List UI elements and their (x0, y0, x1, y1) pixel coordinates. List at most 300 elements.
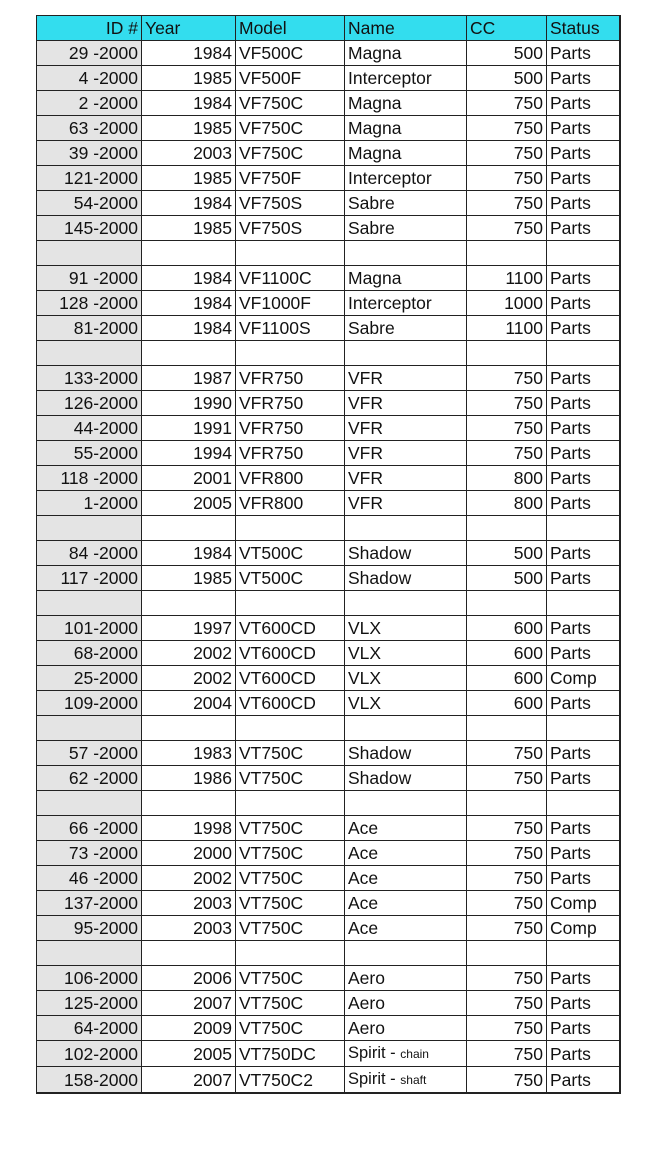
cell-year[interactable]: 1984 (142, 41, 236, 66)
cell-name[interactable]: VLX (345, 691, 467, 716)
cell-model[interactable]: VFR750 (236, 391, 345, 416)
cell-model[interactable] (236, 591, 345, 616)
table-row (37, 1016, 620, 1041)
cell-cc[interactable]: 600 (467, 691, 547, 716)
table-row-blank (37, 941, 620, 966)
header-id[interactable]: ID # (37, 16, 142, 41)
cell-id[interactable]: 106-2000 (37, 966, 142, 991)
cell-year[interactable]: 1998 (142, 816, 236, 841)
cell-id[interactable]: 137-2000 (37, 891, 142, 916)
cell-name[interactable]: Interceptor (345, 166, 467, 191)
cell-cc[interactable]: 800 (467, 466, 547, 491)
cell-year[interactable]: 1983 (142, 741, 236, 766)
cell-cc[interactable]: 600 (467, 616, 547, 641)
cell-status[interactable]: Parts (547, 291, 620, 316)
cell-name-note: shaft (400, 1073, 427, 1087)
cell-name[interactable]: Shadow (345, 541, 467, 566)
cell-name[interactable]: VLX (345, 666, 467, 691)
cell-year[interactable]: 1986 (142, 766, 236, 791)
cell-status[interactable]: Parts (547, 216, 620, 241)
cell-id[interactable]: 101-2000 (37, 616, 142, 641)
cell-model[interactable]: VFR800 (236, 491, 345, 516)
cell-year[interactable]: 1990 (142, 391, 236, 416)
cell-model[interactable]: VF1100S (236, 316, 345, 341)
cell-status[interactable]: Parts (547, 491, 620, 516)
cell-model[interactable]: VF500F (236, 66, 345, 91)
table-row (37, 966, 620, 991)
cell-name[interactable]: Sabre (345, 316, 467, 341)
table-row (37, 1067, 620, 1094)
cell-name[interactable]: Aero (345, 966, 467, 991)
cell-id[interactable] (37, 591, 142, 616)
cell-id[interactable] (37, 341, 142, 366)
cell-model[interactable]: VT600CD (236, 691, 345, 716)
header-year[interactable]: Year (142, 16, 236, 41)
cell-name[interactable]: Ace (345, 816, 467, 841)
cell-model[interactable] (236, 791, 345, 816)
cell-status[interactable]: Parts (547, 1016, 620, 1041)
cell-model[interactable]: VT600CD (236, 641, 345, 666)
cell-cc[interactable]: 600 (467, 666, 547, 691)
cell-model[interactable]: VT600CD (236, 666, 345, 691)
cell-cc[interactable]: 800 (467, 491, 547, 516)
cell-year[interactable]: 2005 (142, 1041, 236, 1067)
cell-name-note: chain (400, 1047, 429, 1061)
cell-name[interactable]: Magna (345, 41, 467, 66)
cell-id[interactable]: 109-2000 (37, 691, 142, 716)
cell-year[interactable] (142, 716, 236, 741)
cell-status[interactable] (547, 591, 620, 616)
cell-cc[interactable]: 750 (467, 1016, 547, 1041)
cell-year[interactable]: 1984 (142, 316, 236, 341)
cell-id[interactable] (37, 241, 142, 266)
table-row (37, 866, 620, 891)
cell-name-text: Spirit - (348, 1044, 401, 1062)
cell-name[interactable]: Ace (345, 841, 467, 866)
table-row (37, 891, 620, 916)
cell-year[interactable]: 1985 (142, 216, 236, 241)
cell-model[interactable]: VT500C (236, 541, 345, 566)
table-row-blank (37, 241, 620, 266)
cell-year[interactable]: 1984 (142, 291, 236, 316)
table-row (37, 741, 620, 766)
cell-cc[interactable]: 750 (467, 416, 547, 441)
cell-id[interactable]: 73 -2000 (37, 841, 142, 866)
cell-model[interactable]: VT750C (236, 766, 345, 791)
cell-id[interactable]: 63 -2000 (37, 116, 142, 141)
cell-name[interactable] (345, 241, 467, 266)
table-row (37, 41, 620, 66)
cell-cc[interactable]: 600 (467, 641, 547, 666)
table-row (37, 841, 620, 866)
cell-year[interactable]: 1985 (142, 166, 236, 191)
cell-model[interactable]: VT750C (236, 841, 345, 866)
table-row (37, 491, 620, 516)
cell-status[interactable]: Comp (547, 916, 620, 941)
cell-status[interactable]: Parts (547, 641, 620, 666)
table-row (37, 441, 620, 466)
cell-model[interactable]: VF1100C (236, 266, 345, 291)
cell-year[interactable]: 2009 (142, 1016, 236, 1041)
cell-name[interactable]: Magna (345, 266, 467, 291)
cell-id[interactable]: 126-2000 (37, 391, 142, 416)
cell-cc[interactable]: 750 (467, 891, 547, 916)
table-row (37, 166, 620, 191)
cell-id[interactable]: 25-2000 (37, 666, 142, 691)
cell-id[interactable] (37, 516, 142, 541)
table-row (37, 416, 620, 441)
table-row (37, 266, 620, 291)
cell-model[interactable]: VT750C (236, 1016, 345, 1041)
cell-cc[interactable] (467, 591, 547, 616)
table-row-blank (37, 716, 620, 741)
cell-year[interactable]: 2002 (142, 641, 236, 666)
cell-model[interactable]: VF750C (236, 116, 345, 141)
cell-cc[interactable]: 750 (467, 166, 547, 191)
cell-year[interactable]: 1984 (142, 91, 236, 116)
cell-id[interactable] (37, 791, 142, 816)
cell-name[interactable] (345, 591, 467, 616)
inventory-table (36, 15, 621, 1094)
cell-cc[interactable]: 750 (467, 866, 547, 891)
cell-id[interactable]: 66 -2000 (37, 816, 142, 841)
cell-year[interactable]: 1985 (142, 566, 236, 591)
cell-model[interactable]: VT600CD (236, 616, 345, 641)
table-row (37, 766, 620, 791)
cell-cc[interactable]: 750 (467, 966, 547, 991)
cell-name[interactable]: VLX (345, 616, 467, 641)
cell-cc[interactable]: 750 (467, 366, 547, 391)
cell-model[interactable]: VF750C (236, 91, 345, 116)
cell-name[interactable] (345, 941, 467, 966)
cell-year[interactable] (142, 516, 236, 541)
cell-name[interactable]: Shadow (345, 566, 467, 591)
cell-name[interactable]: Ace (345, 916, 467, 941)
cell-status[interactable]: Parts (547, 316, 620, 341)
cell-name[interactable]: VFR (345, 441, 467, 466)
cell-status[interactable]: Parts (547, 766, 620, 791)
cell-id[interactable]: 46 -2000 (37, 866, 142, 891)
cell-name[interactable]: Aero (345, 1016, 467, 1041)
cell-name[interactable]: Ace (345, 891, 467, 916)
table-row (37, 216, 620, 241)
cell-cc[interactable]: 750 (467, 391, 547, 416)
table-row-blank (37, 591, 620, 616)
cell-status[interactable] (547, 516, 620, 541)
cell-model[interactable] (236, 241, 345, 266)
cell-name[interactable]: Shadow (345, 741, 467, 766)
cell-name[interactable]: Interceptor (345, 291, 467, 316)
cell-cc[interactable] (467, 716, 547, 741)
cell-id[interactable]: 95-2000 (37, 916, 142, 941)
cell-id[interactable]: 2 -2000 (37, 91, 142, 116)
cell-cc[interactable] (467, 341, 547, 366)
cell-status[interactable]: Parts (547, 816, 620, 841)
cell-id[interactable]: 118 -2000 (37, 466, 142, 491)
table-row (37, 466, 620, 491)
cell-status[interactable]: Parts (547, 116, 620, 141)
cell-name[interactable]: VFR (345, 466, 467, 491)
cell-id[interactable]: 145-2000 (37, 216, 142, 241)
table-row (37, 816, 620, 841)
cell-status[interactable] (547, 791, 620, 816)
cell-status[interactable]: Parts (547, 541, 620, 566)
cell-id[interactable]: 54-2000 (37, 191, 142, 216)
cell-name-text: Spirit - (348, 1070, 401, 1088)
cell-id[interactable]: 133-2000 (37, 366, 142, 391)
cell-status[interactable]: Parts (547, 866, 620, 891)
cell-name[interactable] (345, 516, 467, 541)
cell-cc[interactable] (467, 791, 547, 816)
cell-name[interactable]: Magna (345, 141, 467, 166)
cell-status[interactable]: Parts (547, 841, 620, 866)
header-cc[interactable]: CC (467, 16, 547, 41)
table-row (37, 391, 620, 416)
table-row (37, 916, 620, 941)
cell-id[interactable]: 55-2000 (37, 441, 142, 466)
header-status[interactable]: Status (547, 16, 620, 41)
header-name[interactable]: Name (345, 16, 467, 41)
table-row (37, 566, 620, 591)
cell-id[interactable] (37, 941, 142, 966)
cell-year[interactable]: 1984 (142, 541, 236, 566)
table-row (37, 1041, 620, 1067)
cell-name[interactable]: Magna (345, 116, 467, 141)
table-row (37, 541, 620, 566)
cell-status[interactable]: Parts (547, 966, 620, 991)
table-row (37, 116, 620, 141)
cell-model[interactable] (236, 941, 345, 966)
cell-model[interactable]: VT750C (236, 966, 345, 991)
cell-id[interactable]: 102-2000 (37, 1041, 142, 1067)
cell-cc[interactable] (467, 516, 547, 541)
cell-model[interactable]: VFR750 (236, 416, 345, 441)
cell-year[interactable]: 2003 (142, 141, 236, 166)
cell-cc[interactable]: 750 (467, 816, 547, 841)
table-row (37, 141, 620, 166)
table-row (37, 366, 620, 391)
cell-year[interactable]: 2005 (142, 491, 236, 516)
cell-cc[interactable]: 750 (467, 1041, 547, 1067)
cell-id[interactable]: 117 -2000 (37, 566, 142, 591)
cell-id[interactable]: 39 -2000 (37, 141, 142, 166)
cell-year[interactable]: 2002 (142, 866, 236, 891)
cell-year[interactable]: 2003 (142, 891, 236, 916)
cell-status[interactable]: Parts (547, 366, 620, 391)
cell-name[interactable]: VFR (345, 366, 467, 391)
cell-id[interactable]: 81-2000 (37, 316, 142, 341)
cell-model[interactable]: VT500C (236, 566, 345, 591)
cell-year[interactable] (142, 341, 236, 366)
cell-id[interactable]: 62 -2000 (37, 766, 142, 791)
cell-model[interactable]: VF500C (236, 41, 345, 66)
cell-cc[interactable]: 750 (467, 991, 547, 1016)
cell-cc[interactable] (467, 241, 547, 266)
table-row-blank (37, 516, 620, 541)
cell-status[interactable]: Parts (547, 66, 620, 91)
cell-status[interactable]: Parts (547, 1067, 620, 1094)
cell-id[interactable]: 84 -2000 (37, 541, 142, 566)
cell-status[interactable]: Parts (547, 141, 620, 166)
cell-model[interactable]: VFR750 (236, 366, 345, 391)
cell-status[interactable]: Parts (547, 466, 620, 491)
cell-year[interactable] (142, 591, 236, 616)
cell-year[interactable]: 1985 (142, 116, 236, 141)
cell-id[interactable]: 128 -2000 (37, 291, 142, 316)
cell-status[interactable]: Parts (547, 416, 620, 441)
cell-model[interactable]: VT750C (236, 891, 345, 916)
cell-name[interactable]: Sabre (345, 191, 467, 216)
cell-cc[interactable]: 750 (467, 741, 547, 766)
cell-id[interactable]: 44-2000 (37, 416, 142, 441)
cell-year[interactable]: 2006 (142, 966, 236, 991)
cell-cc[interactable]: 1100 (467, 266, 547, 291)
cell-name[interactable]: Interceptor (345, 66, 467, 91)
cell-status[interactable]: Parts (547, 441, 620, 466)
cell-name[interactable]: Shadow (345, 766, 467, 791)
cell-status[interactable] (547, 341, 620, 366)
cell-id[interactable]: 158-2000 (37, 1067, 142, 1094)
cell-year[interactable]: 1985 (142, 66, 236, 91)
cell-id[interactable]: 4 -2000 (37, 66, 142, 91)
cell-year[interactable] (142, 941, 236, 966)
cell-model[interactable]: VF1000F (236, 291, 345, 316)
cell-name[interactable]: VFR (345, 491, 467, 516)
cell-cc[interactable]: 750 (467, 841, 547, 866)
cell-year[interactable]: 2001 (142, 466, 236, 491)
cell-name[interactable]: VFR (345, 416, 467, 441)
cell-status[interactable] (547, 241, 620, 266)
cell-id[interactable]: 29 -2000 (37, 41, 142, 66)
cell-year[interactable]: 2003 (142, 916, 236, 941)
cell-status[interactable]: Parts (547, 741, 620, 766)
cell-model[interactable]: VFR750 (236, 441, 345, 466)
cell-cc[interactable]: 500 (467, 41, 547, 66)
table-row (37, 316, 620, 341)
cell-status[interactable]: Parts (547, 191, 620, 216)
cell-status[interactable] (547, 941, 620, 966)
cell-name[interactable]: VLX (345, 641, 467, 666)
cell-year[interactable]: 1987 (142, 366, 236, 391)
cell-status[interactable]: Comp (547, 891, 620, 916)
cell-model[interactable] (236, 716, 345, 741)
cell-year[interactable]: 2002 (142, 666, 236, 691)
cell-model[interactable]: VFR800 (236, 466, 345, 491)
cell-id[interactable]: 91 -2000 (37, 266, 142, 291)
cell-cc[interactable]: 750 (467, 916, 547, 941)
cell-model[interactable]: VF750S (236, 216, 345, 241)
cell-status[interactable]: Parts (547, 691, 620, 716)
cell-name[interactable] (345, 716, 467, 741)
cell-cc[interactable]: 750 (467, 141, 547, 166)
cell-model[interactable]: VT750DC (236, 1041, 345, 1067)
cell-year[interactable]: 1984 (142, 266, 236, 291)
cell-model[interactable] (236, 341, 345, 366)
cell-status[interactable]: Parts (547, 616, 620, 641)
cell-cc[interactable]: 750 (467, 116, 547, 141)
cell-year[interactable]: 1984 (142, 191, 236, 216)
cell-cc[interactable]: 750 (467, 216, 547, 241)
cell-id[interactable]: 64-2000 (37, 1016, 142, 1041)
cell-id[interactable]: 125-2000 (37, 991, 142, 1016)
cell-year[interactable]: 1994 (142, 441, 236, 466)
table-row (37, 291, 620, 316)
cell-name[interactable]: Sabre (345, 216, 467, 241)
cell-model[interactable]: VF750S (236, 191, 345, 216)
table-row (37, 666, 620, 691)
header-model[interactable]: Model (236, 16, 345, 41)
cell-name[interactable] (345, 791, 467, 816)
table-row (37, 641, 620, 666)
cell-model[interactable]: VT750C (236, 816, 345, 841)
cell-name[interactable]: Aero (345, 991, 467, 1016)
cell-status[interactable]: Parts (547, 991, 620, 1016)
cell-id[interactable]: 68-2000 (37, 641, 142, 666)
cell-year[interactable]: 2007 (142, 991, 236, 1016)
cell-cc[interactable]: 750 (467, 1067, 547, 1094)
cell-model[interactable]: VT750C (236, 991, 345, 1016)
cell-year[interactable] (142, 241, 236, 266)
cell-model[interactable]: VF750C (236, 141, 345, 166)
cell-id[interactable] (37, 716, 142, 741)
cell-cc[interactable]: 750 (467, 191, 547, 216)
cell-status[interactable]: Parts (547, 166, 620, 191)
cell-name[interactable] (345, 1041, 467, 1067)
cell-cc[interactable] (467, 941, 547, 966)
cell-name[interactable]: Ace (345, 866, 467, 891)
cell-status[interactable]: Parts (547, 566, 620, 591)
cell-cc[interactable]: 500 (467, 541, 547, 566)
cell-cc[interactable]: 1100 (467, 316, 547, 341)
cell-id[interactable]: 57 -2000 (37, 741, 142, 766)
cell-name[interactable]: VFR (345, 391, 467, 416)
cell-cc[interactable]: 750 (467, 441, 547, 466)
cell-status[interactable]: Parts (547, 391, 620, 416)
cell-status[interactable]: Parts (547, 266, 620, 291)
cell-model[interactable]: VT750C (236, 741, 345, 766)
cell-name[interactable] (345, 1067, 467, 1094)
cell-year[interactable]: 1997 (142, 616, 236, 641)
table-row (37, 91, 620, 116)
cell-status[interactable]: Parts (547, 41, 620, 66)
cell-id[interactable]: 121-2000 (37, 166, 142, 191)
cell-status[interactable] (547, 716, 620, 741)
cell-cc[interactable]: 1000 (467, 291, 547, 316)
cell-name[interactable]: Magna (345, 91, 467, 116)
cell-year[interactable]: 2007 (142, 1067, 236, 1094)
cell-status[interactable]: Parts (547, 1041, 620, 1067)
cell-year[interactable] (142, 791, 236, 816)
cell-status[interactable]: Parts (547, 91, 620, 116)
cell-model[interactable]: VT750C (236, 866, 345, 891)
cell-id[interactable]: 1-2000 (37, 491, 142, 516)
cell-model[interactable]: VT750C2 (236, 1067, 345, 1094)
cell-model[interactable]: VF750F (236, 166, 345, 191)
cell-name[interactable] (345, 341, 467, 366)
table-row (37, 691, 620, 716)
cell-year[interactable]: 1991 (142, 416, 236, 441)
cell-year[interactable]: 2004 (142, 691, 236, 716)
cell-model[interactable] (236, 516, 345, 541)
cell-status[interactable]: Comp (547, 666, 620, 691)
cell-cc[interactable]: 750 (467, 766, 547, 791)
cell-cc[interactable]: 750 (467, 91, 547, 116)
cell-model[interactable]: VT750C (236, 916, 345, 941)
cell-cc[interactable]: 500 (467, 66, 547, 91)
cell-cc[interactable]: 500 (467, 566, 547, 591)
cell-year[interactable]: 2000 (142, 841, 236, 866)
table-row-blank (37, 791, 620, 816)
